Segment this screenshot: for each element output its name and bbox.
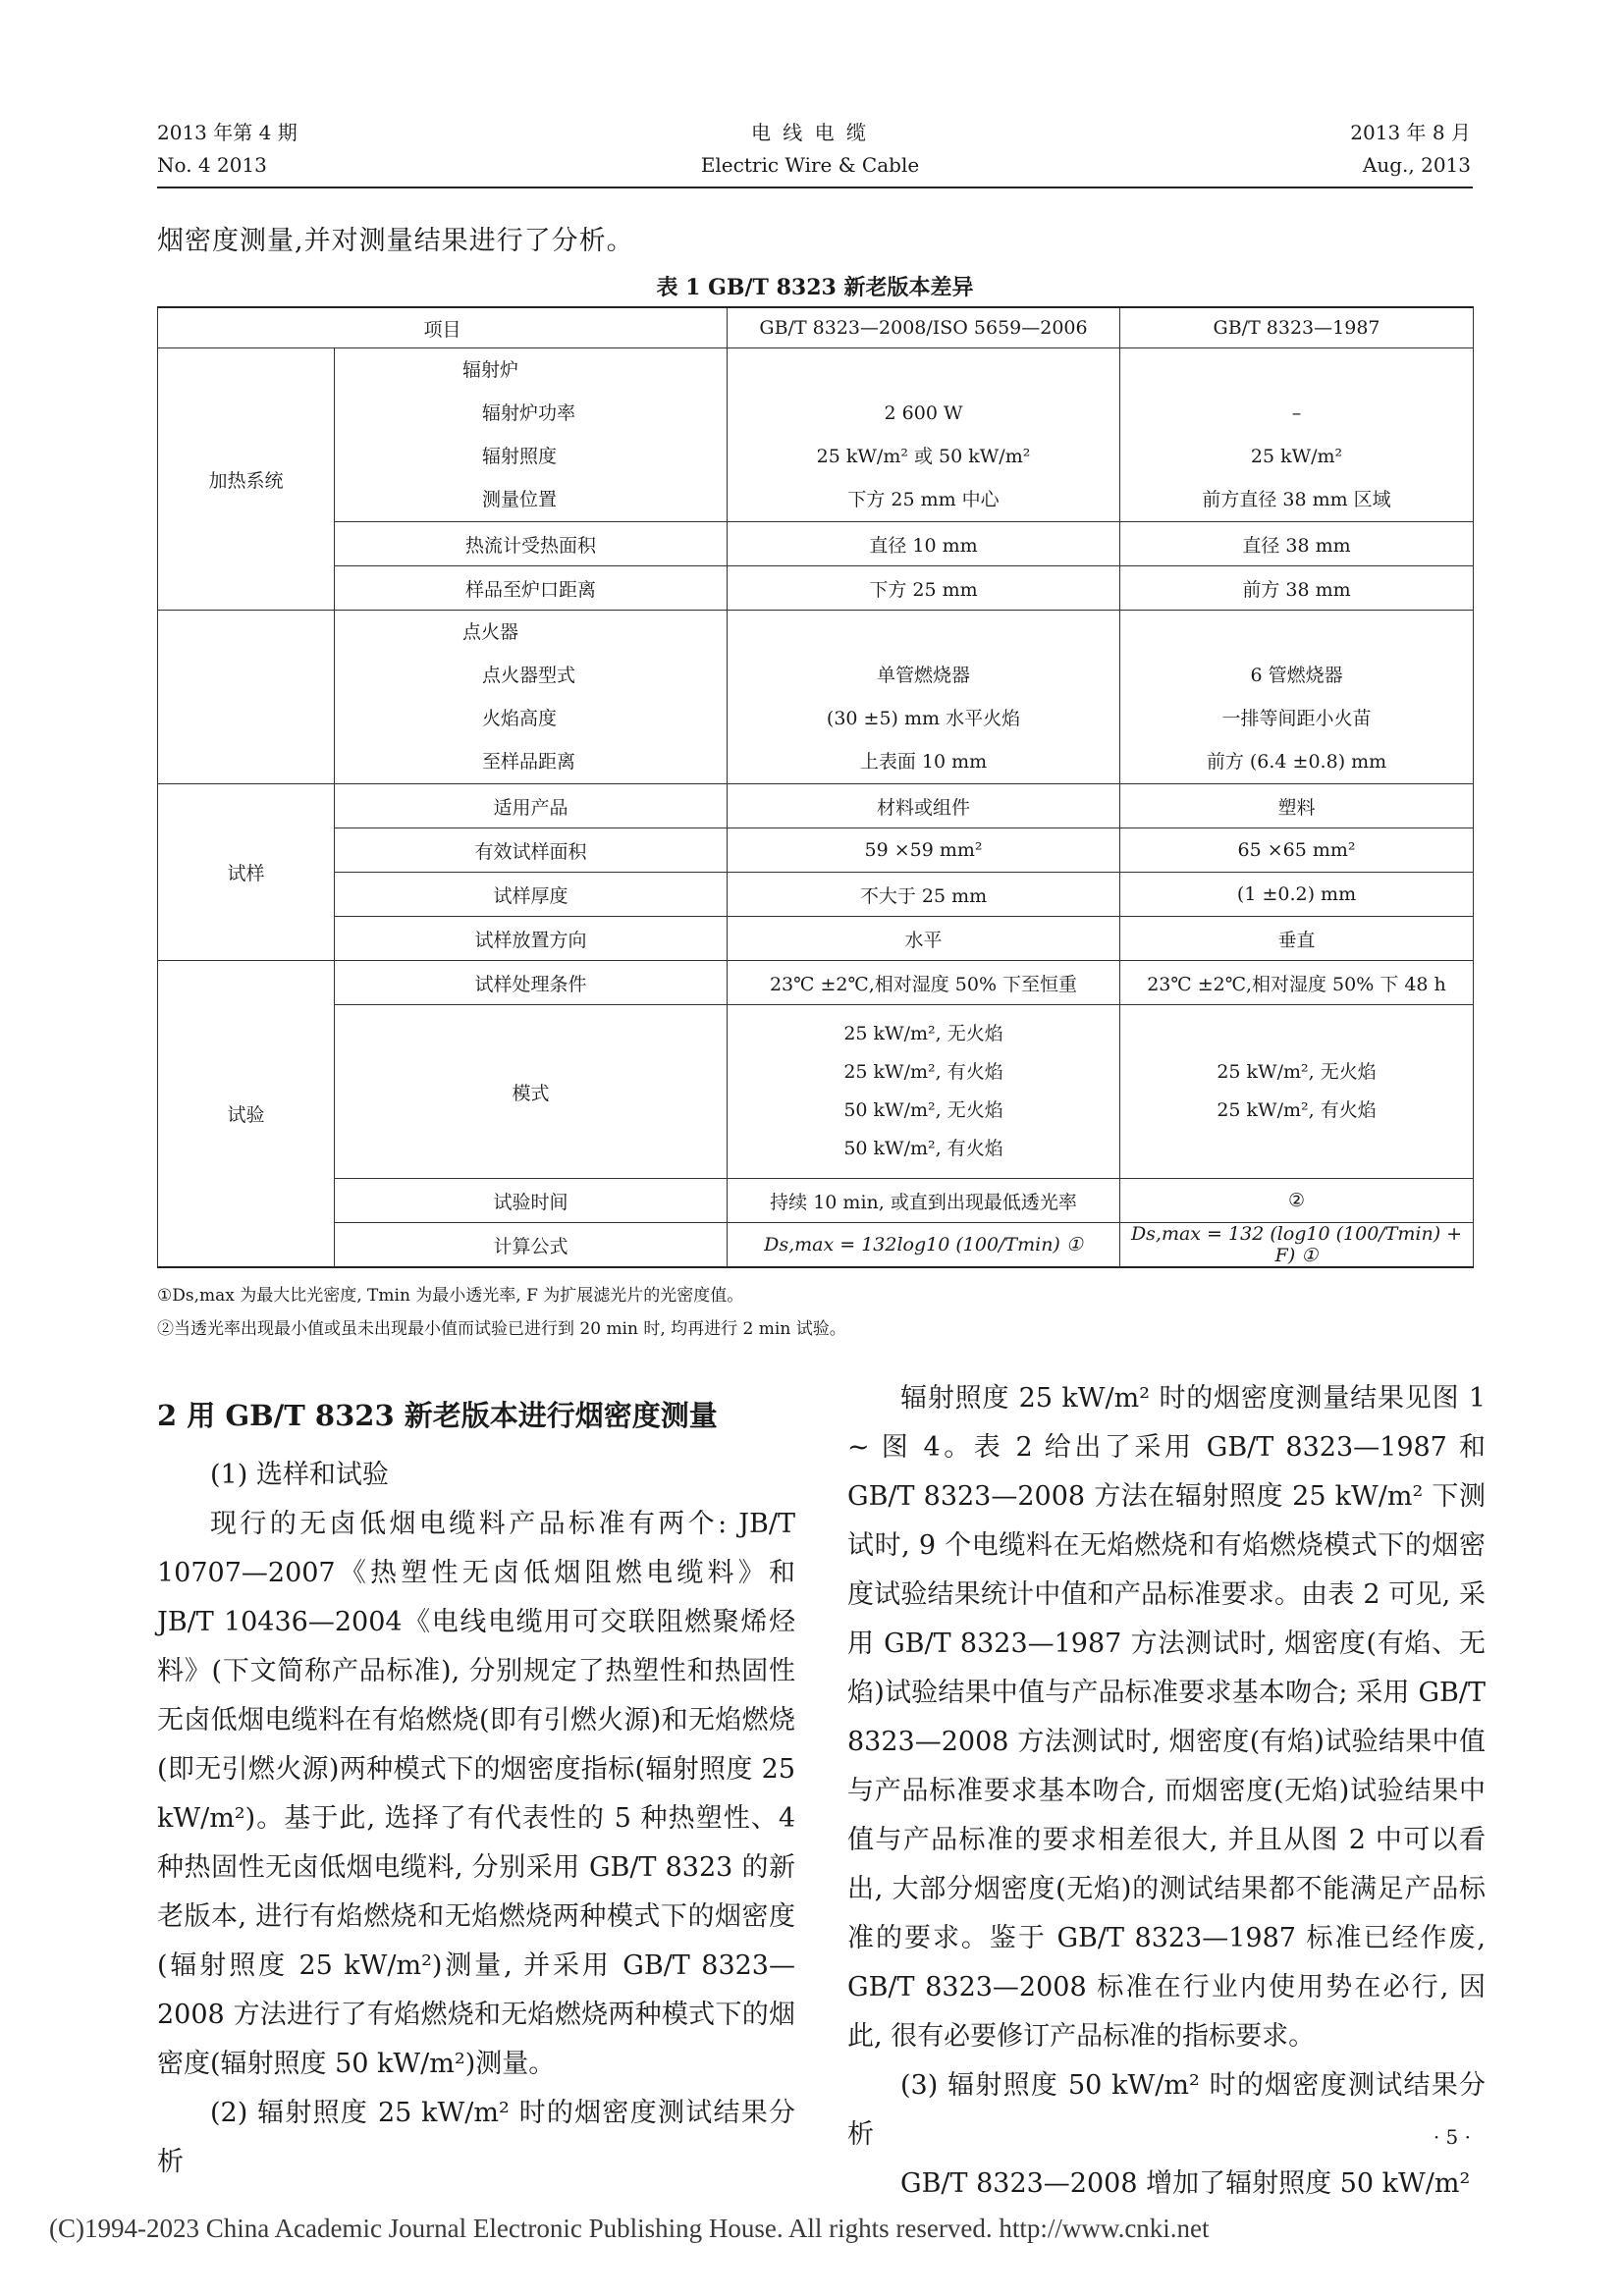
sample-dist-label: 样品至炉口距离	[335, 566, 728, 611]
footnote-2: ②当透光率出现最小值或虽未出现最小值而试验已进行到 20 min 时, 均再进行 2 min 试验。	[157, 1319, 846, 1339]
flame-height-old: 一排等间距小火苗	[1221, 708, 1372, 729]
comparison-table	[157, 306, 1474, 1268]
furnace-title: 辐射炉	[462, 359, 519, 381]
journal-title-en: Electric Wire & Cable	[700, 153, 920, 177]
paragraph-3: GB/T 8323—2008 增加了辐射照度 50 kW/m²	[900, 2168, 1471, 2199]
furnace-power-new: 2 600 W	[884, 402, 963, 424]
flame-height-label: 火焰高度	[482, 708, 558, 729]
header-item: 项目	[158, 307, 728, 348]
header-rule	[157, 187, 1473, 188]
table-row	[158, 917, 1474, 961]
table-row	[158, 828, 1474, 873]
table-row	[158, 522, 1474, 566]
igniter-type-new: 单管燃烧器	[877, 665, 971, 686]
heat-flux-old: 直径 38 mm	[1120, 522, 1474, 566]
time-label: 试验时间	[335, 1179, 728, 1223]
page-number: · 5 ·	[1433, 2125, 1471, 2149]
mode-old-1: 25 kW/m², 无火焰	[1217, 1061, 1377, 1083]
mode-old-2: 25 kW/m², 有火焰	[1217, 1099, 1377, 1121]
irradiance-old: 25 kW/m²	[1250, 446, 1343, 467]
cond-old: 23℃ ±2℃,相对湿度 50% 下 48 h	[1120, 961, 1474, 1005]
right-column	[847, 1374, 1486, 2209]
heat-flux-label: 热流计受热面积	[335, 522, 728, 566]
table-header-row	[158, 307, 1474, 348]
table-caption: 表 1 GB/T 8323 新老版本差异	[656, 275, 974, 300]
section-title: 2 用 GB/T 8323 新老版本进行烟密度测量	[157, 1399, 718, 1432]
formula-old: Ds,max = 132 (log10 (100/Tmin) + F) ①	[1120, 1223, 1474, 1268]
time-old: ②	[1120, 1179, 1474, 1223]
issue-date-cn: 2013 年 8 月	[1350, 121, 1471, 144]
thickness-label: 试样厚度	[335, 873, 728, 917]
table-row	[158, 784, 1474, 828]
orientation-label: 试样放置方向	[335, 917, 728, 961]
cond-label: 试样处理条件	[335, 961, 728, 1005]
measure-pos-old: 前方直径 38 mm 区域	[1202, 489, 1391, 510]
irradiance-new: 25 kW/m² 或 50 kW/m²	[816, 446, 1031, 467]
journal-issue-en: No. 4 2013	[157, 153, 267, 177]
igniter-dist-new: 上表面 10 mm	[859, 751, 988, 773]
mode-new-3: 50 kW/m², 无火焰	[843, 1099, 1003, 1121]
table-row	[158, 1005, 1474, 1179]
formula-new: Ds,max = 132log10 (100/Tmin) ①	[728, 1223, 1120, 1268]
irradiance-label: 辐射照度	[482, 446, 558, 467]
time-new: 持续 10 min, 或直到出现最低透光率	[728, 1179, 1120, 1223]
product-new: 材料或组件	[728, 784, 1120, 828]
left-column	[157, 1451, 795, 2187]
measure-pos-new: 下方 25 mm 中心	[847, 489, 1000, 510]
mode-new-4: 50 kW/m², 有火焰	[843, 1138, 1003, 1159]
table-row	[158, 1179, 1474, 1223]
sample-dist-old: 前方 38 mm	[1120, 566, 1474, 611]
cond-new: 23℃ ±2℃,相对湿度 50% 下至恒重	[728, 961, 1120, 1005]
measure-pos-label: 测量位置	[482, 489, 558, 510]
copyright-footer: (C)1994-2023 China Academic Journal Electronic Publishing House. All rights reserved. http://www.cnki.net	[49, 2214, 1210, 2243]
table-row	[158, 873, 1474, 917]
thickness-new: 不大于 25 mm	[728, 873, 1120, 917]
area-label: 有效试样面积	[335, 828, 728, 873]
igniter-dist-old: 前方 (6.4 ±0.8) mm	[1206, 751, 1387, 773]
area-new: 59 ×59 mm²	[728, 828, 1120, 873]
sample-dist-new: 下方 25 mm	[728, 566, 1120, 611]
formula-label: 计算公式	[335, 1223, 728, 1268]
area-old: 65 ×65 mm²	[1120, 828, 1474, 873]
subheading-3: (3) 辐射照度 50 kW/m² 时的烟密度测试结果分析	[847, 2070, 1486, 2150]
journal-issue-cn: 2013 年第 4 期	[157, 121, 298, 144]
header-old-std: GB/T 8323—1987	[1120, 307, 1474, 348]
journal-title-cn: 电 线 电 缆	[750, 121, 870, 144]
table-row	[158, 348, 1474, 522]
table-row	[158, 961, 1474, 1005]
igniter-dist-label: 至样品距离	[482, 751, 576, 773]
group-heating: 加热系统	[158, 348, 335, 611]
igniter-title: 点火器	[462, 621, 519, 643]
heat-flux-new: 直径 10 mm	[728, 522, 1120, 566]
orientation-new: 水平	[728, 917, 1120, 961]
mode-new-2: 25 kW/m², 有火焰	[843, 1061, 1003, 1083]
paragraph-1: 现行的无卤低烟电缆料产品标准有两个: JB/T 10707—2007《热塑性无卤低烟阻燃电缆料》和 JB/T 10436—2004《电线电缆用可交联阻燃聚烯烃料》(下文简称产品标准), 分别规定了热塑性和热固性无卤低烟电缆料在有焰燃烧(即有引燃火源)和无焰燃烧(即无引燃火源)两种模式下的烟密度指标(辐射照度 25 kW/m²)。基于此, 选择了有代表性的 5 种热塑性、4 种热固性无卤低烟电缆料, 分别采用 GB/T 8323 的新老版本, 进行有焰燃烧和无焰燃烧两种模式下的烟密度(辐射照度 25 kW/m²)测量, 并采用 GB/T 8323—2008 方法进行了有焰燃烧和无焰燃烧两种模式下的烟密度(辐射照度 50 kW/m²)测量。	[157, 1509, 795, 2079]
paragraph-2: 辐射照度 25 kW/m² 时的烟密度测量结果见图 1 ~ 图 4。表 2 给出了采用 GB/T 8323—1987 和 GB/T 8323—2008 方法在辐射照度 25 kW/m² 下测试时, 9 个电缆料在无焰燃烧和有焰燃烧模式下的烟密度试验结果统计中值和产品标准要求。由表 2 可见, 采用 GB/T 8323—1987 方法测试时, 烟密度(有焰、无焰)试验结果中值与产品标准要求基本吻合; 采用 GB/T 8323—2008 方法测试时, 烟密度(有焰)试验结果中值与产品标准要求基本吻合, 而烟密度(无焰)试验结果中值与产品标准的要求相差很大, 并且从图 2 中可以看出, 大部分烟密度(无焰)的测试结果都不能满足产品标准的要求。鉴于 GB/T 8323—1987 标准已经作废, GB/T 8323—2008 标准在行业内使用势在必行, 因此, 很有必要修订产品标准的指标要求。	[847, 1383, 1486, 2052]
subheading-1: (1) 选样和试验	[210, 1460, 389, 1490]
mode-label: 模式	[335, 1005, 728, 1179]
table-row	[158, 611, 1474, 784]
header-new-std: GB/T 8323—2008/ISO 5659—2006	[728, 307, 1120, 348]
furnace-power-old: –	[1291, 402, 1302, 424]
igniter-type-old: 6 管燃烧器	[1250, 665, 1343, 686]
igniter-type-label: 点火器型式	[482, 665, 576, 686]
issue-date-en: Aug., 2013	[1362, 153, 1471, 177]
table-row	[158, 566, 1474, 611]
product-label: 适用产品	[335, 784, 728, 828]
thickness-old: (1 ±0.2) mm	[1120, 873, 1474, 917]
mode-new-1: 25 kW/m², 无火焰	[843, 1023, 1003, 1044]
intro-line: 烟密度测量,并对测量结果进行了分析。	[157, 226, 634, 256]
furnace-power-label: 辐射炉功率	[482, 402, 576, 424]
group-test: 试验	[158, 961, 335, 1268]
orientation-old: 垂直	[1120, 917, 1474, 961]
footnote-1: ①Ds,max 为最大比光密度, Tmin 为最小透光率, F 为扩展滤光片的光密度值。	[157, 1286, 744, 1306]
subheading-2: (2) 辐射照度 25 kW/m² 时的烟密度测试结果分析	[157, 2098, 795, 2177]
group-sample: 试样	[158, 784, 335, 961]
table-row	[158, 1223, 1474, 1268]
flame-height-new: (30 ±5) mm 水平火焰	[826, 708, 1021, 729]
product-old: 塑料	[1120, 784, 1474, 828]
